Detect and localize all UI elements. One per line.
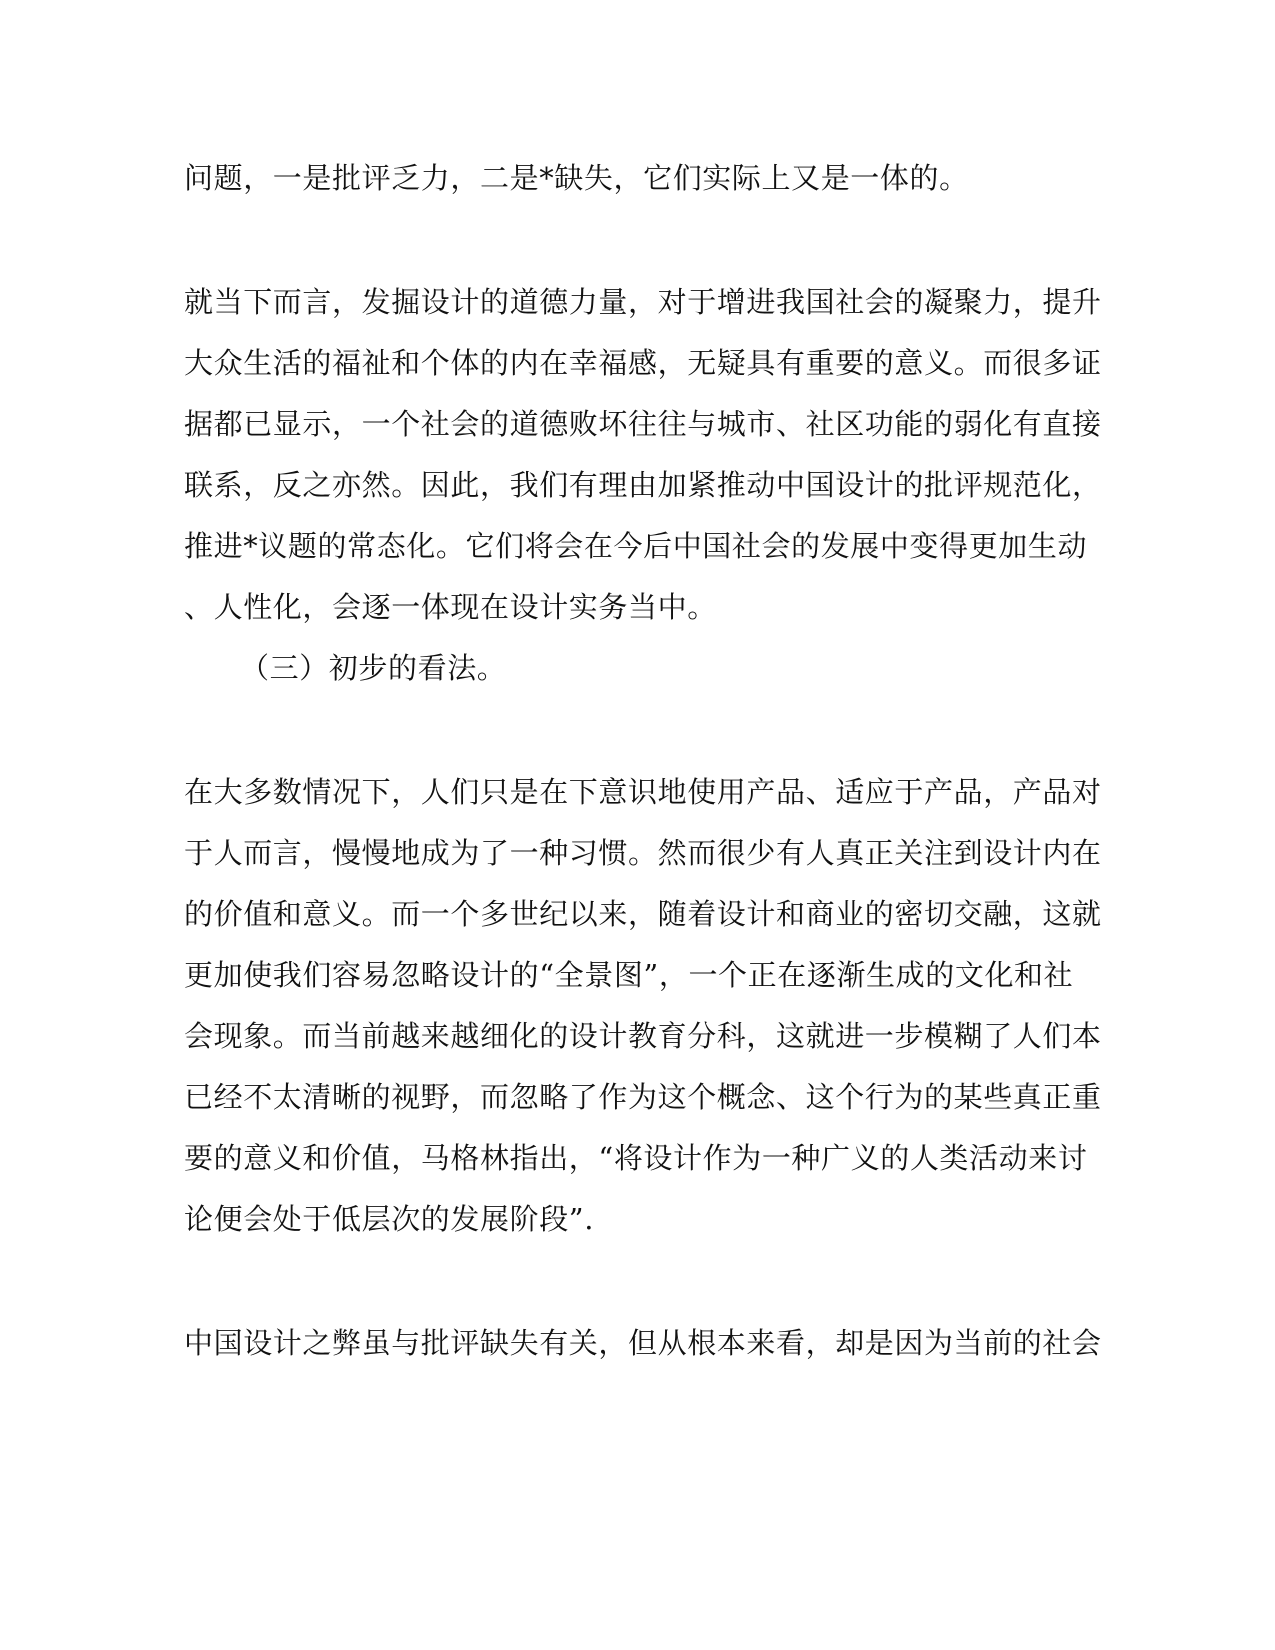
text-line: 大众生活的福祉和个体的内在幸福感，无疑具有重要的意义。而很多证 [184, 346, 1102, 380]
text-line: 于人而言，慢慢地成为了一种习惯。然而很少有人真正关注到设计内在 [184, 836, 1102, 870]
text-line: 、人性化，会逐一体现在设计实务当中。 [184, 590, 717, 624]
text-line: 就当下而言，发掘设计的道德力量，对于增进我国社会的凝聚力，提升 [184, 285, 1102, 319]
text-line: 论便会处于低层次的发展阶段”. [184, 1202, 595, 1236]
text-line: 在大多数情况下，人们只是在下意识地使用产品、适应于产品，产品对 [184, 775, 1102, 809]
text-line: 推进*议题的常态化。它们将会在今后中国社会的发展中变得更加生动 [184, 529, 1088, 563]
text-line: 会现象。而当前越来越细化的设计教育分科，这就进一步模糊了人们本 [184, 1019, 1102, 1053]
section-heading: （三）初步的看法。 [240, 651, 507, 685]
text-line: 中国设计之弊虽与批评缺失有关，但从根本来看，却是因为当前的社会 [184, 1326, 1102, 1360]
text-line: 更加使我们容易忽略设计的“全景图”，一个正在逐渐生成的文化和社 [184, 958, 1074, 992]
text-line: 要的意义和价值，马格林指出，“将设计作为一种广义的人类活动来讨 [184, 1141, 1088, 1175]
text-line: 问题，一是批评乏力，二是*缺失，它们实际上又是一体的。 [184, 161, 969, 195]
text-line: 的价值和意义。而一个多世纪以来，随着设计和商业的密切交融，这就 [184, 897, 1102, 931]
text-line: 联系，反之亦然。因此，我们有理由加紧推动中国设计的批评规范化， [184, 468, 1102, 502]
text-line: 已经不太清晰的视野，而忽略了作为这个概念、这个行为的某些真正重 [184, 1080, 1102, 1114]
text-line: 据都已显示，一个社会的道德败坏往往与城市、社区功能的弱化有直接 [184, 407, 1102, 441]
